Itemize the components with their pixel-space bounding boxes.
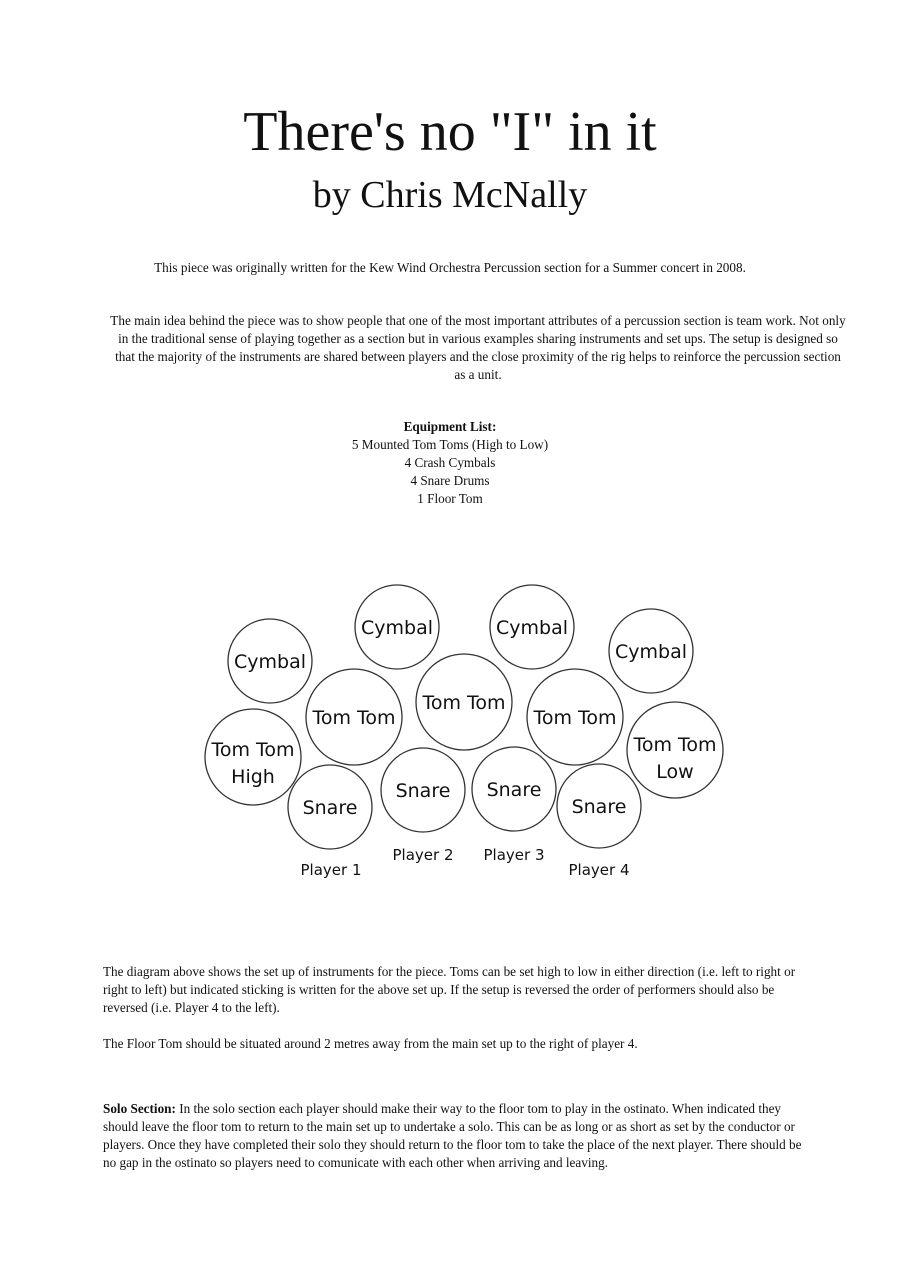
tom-tom-label: High bbox=[231, 766, 275, 788]
equipment-item: 1 Floor Tom bbox=[417, 491, 483, 506]
floor-tom-paragraph: The Floor Tom should be situated around 2 metres away from the main set up to the right of player 4. bbox=[103, 1036, 638, 1051]
equipment-heading: Equipment List: bbox=[403, 419, 497, 434]
snare-label: Snare bbox=[571, 796, 627, 818]
intro-paragraph: This piece was originally written for the Kew Wind Orchestra Percussion section for a Summer concert in 2008. bbox=[154, 260, 746, 275]
player-label: Player 3 bbox=[483, 846, 545, 864]
player-label: Player 1 bbox=[300, 861, 362, 879]
tom-tom-label: Tom Tom bbox=[633, 734, 717, 756]
equipment-list bbox=[250, 418, 650, 508]
tom-tom-label: Tom Tom bbox=[211, 739, 295, 761]
cymbal-label: Cymbal bbox=[495, 617, 569, 639]
setup-paragraph: The diagram above shows the set up of instruments for the piece. Toms can be set high to low in either direction (i.e. left to right or right to left) but indicated sticking is written for the above set up. If the setup is reversed the order of performers should also be reversed (i.e. Player 4 to the left). bbox=[103, 964, 796, 1015]
snare-label: Snare bbox=[302, 797, 358, 819]
piece-title: There's no "I" in it bbox=[243, 101, 657, 163]
snare-label: Snare bbox=[486, 779, 542, 801]
player-label: Player 4 bbox=[568, 861, 630, 879]
equipment-item: 4 Crash Cymbals bbox=[404, 455, 496, 470]
tom-tom-label: Low bbox=[656, 761, 694, 783]
equipment-item: 5 Mounted Tom Toms (High to Low) bbox=[351, 437, 549, 452]
cymbal-label: Cymbal bbox=[233, 651, 307, 673]
solo-section-paragraph bbox=[103, 1100, 813, 1172]
tom-tom-label: Tom Tom bbox=[422, 692, 506, 714]
main-idea-paragraph: The main idea behind the piece was to show people that one of the most important attributes of a percussion section is team work. Not only in the traditional sense of playing together as a section but in various examples sharing instruments and set ups. The setup is designed so that the majority of the instruments are shared between players and the close proximity of the rig helps to reinforce the percussion section as a unit. bbox=[110, 313, 846, 382]
solo-section-heading: Solo Section: bbox=[103, 1101, 176, 1116]
cymbal-label: Cymbal bbox=[360, 617, 434, 639]
player-label: Player 2 bbox=[392, 846, 454, 864]
solo-section-text: In the solo section each player should make their way to the floor tom to play in the ostinato. When indicated they should leave the floor tom to return to the main set up to undertake a solo. This can be as long or as short as set by the conductor or players. Once they have completed their solo they should return to the floor tom to take the place of the next player. There should be no gap in the ostinato so players need to comunicate with each other when arriving and leaving. bbox=[103, 1101, 802, 1170]
snare-label: Snare bbox=[395, 780, 451, 802]
composer-credit: by Chris McNally bbox=[312, 174, 588, 216]
cymbal-label: Cymbal bbox=[614, 641, 688, 663]
tom-tom-label: Tom Tom bbox=[533, 707, 617, 729]
equipment-item: 4 Snare Drums bbox=[410, 473, 490, 488]
setup-diagram bbox=[0, 570, 900, 900]
tom-tom-label: Tom Tom bbox=[312, 707, 396, 729]
